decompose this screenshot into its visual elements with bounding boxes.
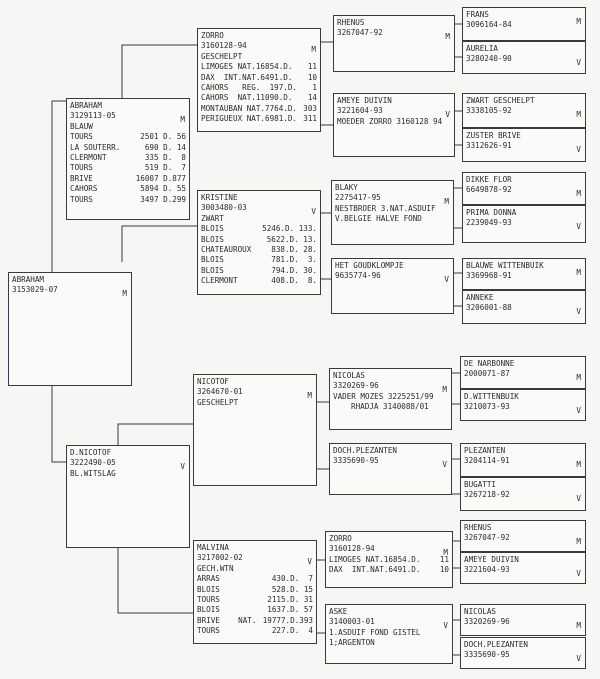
sex-marker: V	[576, 406, 581, 415]
pedigree-card-sire-sire-dam-dam	[462, 128, 586, 162]
ring-number: 3153029-07	[12, 285, 58, 295]
note: V.BELGIE HALVE FOND	[335, 214, 422, 224]
ring-number: 3129113-05	[70, 111, 116, 121]
sex-marker: M	[445, 32, 450, 41]
color: BLAUW	[70, 121, 93, 131]
pigeon-name: NICOLAS	[464, 607, 497, 616]
sex-marker: M	[576, 373, 581, 382]
race-result-row: LA SOUTERR. 690 D. 14	[70, 142, 186, 152]
sex-marker: V	[576, 494, 581, 503]
sex-marker: V	[576, 569, 581, 578]
ring-number: 3160128-94	[201, 41, 247, 51]
ring-number: 3320269-96	[333, 381, 379, 391]
sex-marker: M	[442, 385, 447, 394]
pigeon-name: D.WITTENBUIK	[464, 392, 519, 401]
pigeon-name: DIKKE FLOR	[466, 175, 512, 184]
race-result-row: BRIVE 16007 D.877	[70, 173, 186, 183]
race-result-row: TOURS 2115.D. 31	[197, 595, 313, 605]
pedigree-card-dam-sire-dam-dam	[460, 477, 586, 511]
pedigree-card-dam-sire	[193, 374, 317, 486]
race-result-row: TOURS 3497 D.299	[70, 194, 186, 204]
sex-marker: M	[576, 189, 581, 198]
race-result-row: DAX INT.NAT.6491.D. 10	[201, 72, 317, 82]
race-result-row: CLERMONT 335 D. 8	[70, 153, 186, 163]
ring-number: 3267047-92	[337, 28, 383, 38]
pedigree-card-subject	[8, 272, 132, 386]
race-result-row: BLOIS 5622.D. 13.	[201, 234, 317, 244]
sex-marker: V	[445, 110, 450, 119]
sex-marker: V	[576, 222, 581, 231]
color: ZWART	[201, 213, 224, 223]
pedigree-card-sire-sire-sire-dam	[462, 41, 586, 74]
sex-marker: M	[180, 115, 185, 124]
race-result-row: BLOIS 1637.D. 57	[197, 605, 313, 615]
color: GECH.WTN	[197, 563, 234, 573]
pedigree-card-dam-dam-dam	[325, 604, 453, 664]
race-result-row: BLOIS 528.D. 15	[197, 584, 313, 594]
sex-marker: V	[442, 460, 447, 469]
race-result-row: BLOIS 5246.D. 133.	[201, 224, 317, 234]
sex-marker: V	[180, 462, 185, 471]
pigeon-name: DOCH.PLEZANTEN	[464, 640, 529, 649]
sex-marker: M	[576, 17, 581, 26]
ring-number: 3206001-88	[466, 303, 512, 313]
pigeon-name: DE NARBONNE	[464, 359, 515, 368]
pigeon-name: PRIMA DONNA	[466, 208, 517, 217]
pigeon-name: ZORRO	[329, 534, 352, 543]
ring-number: 3369968-91	[466, 271, 512, 281]
note: VADER MOZES 3225251/99	[333, 391, 434, 401]
pedigree-card-sire-sire-sire	[333, 15, 455, 72]
ring-number: 3221604-93	[337, 106, 383, 116]
sex-marker: M	[443, 548, 448, 557]
race-result-row: BLOIS 781.D. 3.	[201, 255, 317, 265]
ring-number: 3217002-02	[197, 553, 243, 563]
sex-marker: M	[576, 537, 581, 546]
pedigree-card-sire-dam	[197, 190, 321, 295]
ring-number: 2275417-95	[335, 193, 381, 203]
race-result-row: LIMOGES NAT.16854.D. 11	[329, 554, 449, 564]
race-result-row: BRIVE NAT. 19777.D.393	[197, 615, 313, 625]
pigeon-name: NICOLAS	[333, 371, 366, 380]
ring-number: 3312626-91	[466, 141, 512, 151]
sex-marker: V	[443, 621, 448, 630]
sex-marker: V	[576, 145, 581, 154]
pigeon-name: ZORRO	[201, 31, 224, 40]
pedigree-card-dam	[66, 445, 190, 548]
pedigree-card-sire-dam-sire-dam	[462, 205, 586, 243]
pigeon-name: ABRAHAM	[70, 101, 103, 110]
sex-marker: M	[122, 289, 127, 298]
sex-marker: M	[444, 197, 449, 206]
sex-marker: M	[307, 391, 312, 400]
sex-marker: M	[576, 621, 581, 630]
ring-number: 2239049-93	[466, 218, 512, 228]
race-result-row: BLOIS 794.D. 30.	[201, 265, 317, 275]
ring-number: 3096164-84	[466, 20, 512, 30]
pedigree-card-dam-sire-dam	[329, 443, 452, 495]
pigeon-name: HET GOUDKLOMPJE	[335, 261, 404, 270]
ring-number: 3221604-93	[464, 565, 510, 575]
pedigree-card-sire-dam-dam	[331, 258, 454, 314]
race-result-row: CAHORS 5894 D. 55	[70, 184, 186, 194]
pigeon-name: RHENUS	[337, 18, 365, 27]
pedigree-card-sire-sire-dam	[333, 93, 455, 157]
pedigree-card-dam-sire-sire-sire	[460, 356, 586, 389]
pedigree-card-dam-sire-sire	[329, 368, 452, 430]
pedigree-card-sire-dam-dam-dam	[462, 290, 586, 324]
pigeon-name: RHENUS	[464, 523, 492, 532]
sex-marker: V	[576, 58, 581, 67]
race-result-row: DAX INT.NAT.6491.D. 10	[329, 565, 449, 575]
pigeon-name: AMEYE DUIVIN	[337, 96, 392, 105]
ring-number: 3003480-03	[201, 203, 247, 213]
pedigree-card-sire-sire-dam-sire	[462, 93, 586, 128]
ring-number: 3280240-90	[466, 54, 512, 64]
sex-marker: V	[444, 275, 449, 284]
race-result-row: MONTAUBAN NAT.7764.D. 303	[201, 103, 317, 113]
pedigree-card-sire-dam-sire-sire	[462, 172, 586, 205]
race-result-row: PERIGUEUX NAT.6981.D. 311	[201, 114, 317, 124]
sex-marker: M	[576, 460, 581, 469]
color: GESCHELPT	[197, 397, 239, 407]
race-result-row: ARRAS 430.D. 7	[197, 574, 313, 584]
pigeon-name: FRANS	[466, 10, 489, 19]
pigeon-name: ZWART GESCHELPT	[466, 96, 535, 105]
color: BL.WITSLAG	[70, 468, 116, 478]
race-result-row: TOURS 2501 D. 56	[70, 132, 186, 142]
pigeon-name: AURELIA	[466, 44, 499, 53]
color: GESCHELPT	[201, 51, 243, 61]
ring-number: 3267218-92	[464, 490, 510, 500]
pedigree-card-dam-dam-sire-dam	[460, 552, 586, 584]
note: MOEDER ZORRO 3160128 94	[337, 116, 443, 126]
ring-number: 3140003-01	[329, 617, 375, 627]
pedigree-card-dam-sire-dam-sire	[460, 443, 586, 477]
pigeon-name: PLEZANTEN	[464, 446, 506, 455]
ring-number: 3338105-92	[466, 106, 512, 116]
pedigree-card-dam-dam-sire	[325, 531, 453, 588]
pedigree-card-sire-sire-sire-sire	[462, 7, 586, 41]
ring-number: 6649878-92	[466, 185, 512, 195]
sex-marker: V	[576, 307, 581, 316]
pigeon-name: BLAUWE WITTENBUIK	[466, 261, 544, 270]
pedigree-card-sire	[66, 98, 190, 220]
note: 1.ASDUIF FOND GISTEL	[329, 627, 421, 637]
pigeon-name: BLAKY	[335, 183, 358, 192]
sex-marker: M	[311, 45, 316, 54]
pigeon-name: NICOTOF	[197, 377, 230, 386]
pigeon-name: MALVINA	[197, 543, 230, 552]
ring-number: 3210073-93	[464, 402, 510, 412]
note: NESTBROER 3.NAT.ASDUIF	[335, 203, 436, 213]
ring-number: 9635774-96	[335, 271, 381, 281]
pedigree-card-dam-sire-sire-dam	[460, 389, 586, 421]
sex-marker: V	[576, 654, 581, 663]
pigeon-name: DOCH.PLEZANTEN	[333, 446, 398, 455]
pigeon-name: ANNEKE	[466, 293, 494, 302]
race-result-row: CLERMONT 408.D. 8.	[201, 276, 317, 286]
note: 1;ARGENTON	[329, 638, 375, 648]
ring-number: 3160128-94	[329, 544, 375, 554]
pigeon-name: AMEYE DUIVIN	[464, 555, 519, 564]
race-result-row: CHATEAUROUX 838.D. 28.	[201, 245, 317, 255]
pedigree-card-dam-dam-dam-sire	[460, 604, 586, 636]
race-result-row: LIMOGES NAT.16854.D. 11	[201, 62, 317, 72]
pigeon-name: KRISTINE	[201, 193, 238, 202]
ring-number: 3320269-96	[464, 617, 510, 627]
pedigree-card-sire-dam-dam-sire	[462, 258, 586, 290]
pedigree-card-dam-dam-dam-dam	[460, 637, 586, 669]
ring-number: 3222490-05	[70, 458, 116, 468]
pigeon-name: ABRAHAM	[12, 275, 45, 284]
sex-marker: V	[307, 557, 312, 566]
ring-number: 3335690-95	[333, 456, 379, 466]
pedigree-card-dam-dam	[193, 540, 317, 644]
sex-marker: M	[576, 110, 581, 119]
ring-number: 3335690-95	[464, 650, 510, 660]
note: RHADJA 3140088/01	[351, 402, 429, 412]
pedigree-card-sire-sire	[197, 28, 321, 132]
pedigree-card-sire-dam-sire	[331, 180, 454, 245]
ring-number: 2000071-87	[464, 369, 510, 379]
race-result-row: TOURS 227.D. 4	[197, 626, 313, 636]
ring-number: 3204114-91	[464, 456, 510, 466]
pigeon-name: D.NICOTOF	[70, 448, 112, 457]
pedigree-card-dam-dam-sire-sire	[460, 520, 586, 552]
pigeon-name: BUGATTI	[464, 480, 497, 489]
sex-marker: M	[576, 268, 581, 277]
race-result-row: CAHORS NAT.11090.D. 14	[201, 93, 317, 103]
ring-number: 3267047-92	[464, 533, 510, 543]
race-result-row: CAHORS REG. 197.D. 1	[201, 83, 317, 93]
pigeon-name: ZUSTER BRIVE	[466, 131, 521, 140]
pigeon-name: ASKE	[329, 607, 348, 616]
sex-marker: V	[311, 207, 316, 216]
race-result-row: TOURS 519 D. 7	[70, 163, 186, 173]
ring-number: 3264670-01	[197, 387, 243, 397]
